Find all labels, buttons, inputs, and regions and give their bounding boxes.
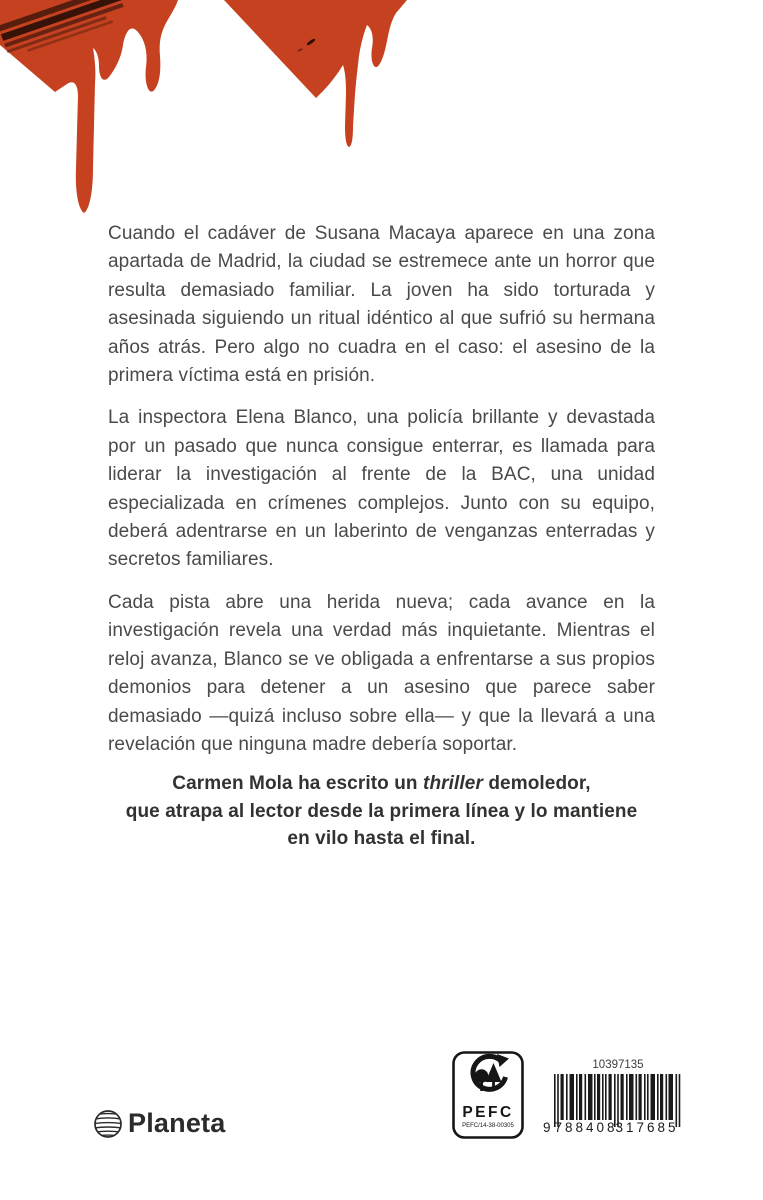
pefc-badge — [452, 1051, 524, 1144]
italic-word-thriller: thriller — [423, 773, 483, 794]
pefc-label: PEFC — [462, 1104, 514, 1121]
pefc-code: PEFC/14-38-00305 — [462, 1123, 514, 1129]
blood-drip-graphic — [0, 0, 763, 230]
barcode — [540, 1057, 690, 1146]
publisher-name: Planeta — [128, 1108, 226, 1138]
blurb-line-2: que atrapa al lector desde la primera línea y lo mantiene — [125, 800, 638, 822]
synopsis-text — [108, 220, 655, 773]
isbn-group-2: 317685 — [615, 1120, 679, 1135]
synopsis-paragraph-1: Cuando el cadáver de Susana Macaya aparece en una zona apartada de Madrid, la ciudad se estremece ante un horror que resulta demasiado familiar. La joven ha sido torturada y asesinada siguiendo un ritual idéntico al que sufrió su hermana años atrás. Pero algo no cuadra en el caso: el asesino de la primera víctima está en prisión. — [108, 223, 655, 387]
barcode-top-number: 10397135 — [592, 1059, 644, 1071]
isbn-group-1: 788408 — [554, 1120, 618, 1135]
blurb-line-1: Carmen Mola ha escrito un thriller demoledor, — [172, 773, 591, 794]
blurb-line-3: en vilo hasta el final. — [287, 828, 476, 850]
synopsis-paragraph-3: Cada pista abre una herida nueva; cada avance en la investigación revela una verdad más inquietante. Mientras el reloj avanza, Blanco se ve obligada a enfrentarse a sus propios demonios para detener a un asesino que parece saber demasiado —quizá incluso sobre ella— y que la llevará a una revelación que ninguna madre debería soportar. — [108, 591, 655, 755]
editorial-blurb — [78, 770, 685, 853]
isbn-digit-9: 9 — [543, 1120, 551, 1135]
planeta-globe-icon — [93, 1109, 123, 1139]
synopsis-paragraph-2: La inspectora Elena Blanco, una policía brillante y devastada por un pasado que nunca consigue enterrar, es llamada para liderar la investigación al frente de la BAC, una unidad especializada en crímenes complejos. Junto con su equipo, deberá adentrarse en un laberinto de venganzas enterradas y secretos familiares. — [108, 407, 655, 571]
planeta-logo — [93, 1108, 225, 1139]
